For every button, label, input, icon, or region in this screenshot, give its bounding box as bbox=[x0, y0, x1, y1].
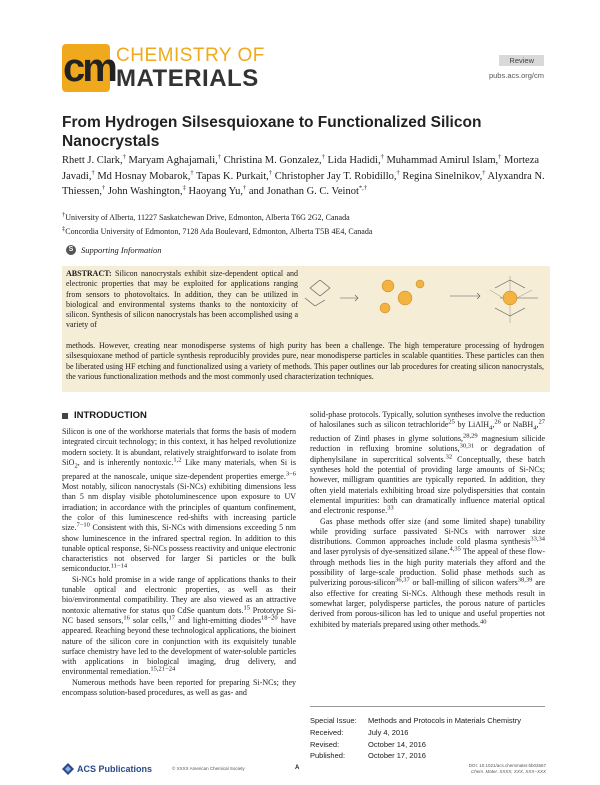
affiliation-1: †University of Alberta, 11227 Saskatchewan Drive, Edmonton, Alberta T6G 2G2, Canada bbox=[62, 211, 350, 222]
abstract-text-1: Silicon nanocrystals exhibit size-dependent optical and electronic properties that may be exploited for applications ranging from sensors to photovoltaics. In addition, they can be utilized in biological and environmental systems thanks to the nontoxicity of silicon. Synthesis of silicon nanocrystals has been accomplished using a variety of bbox=[66, 269, 299, 330]
abstract-part2: methods. However, creating near monodisperse systems of high purity has been a challenge. The high temperature processing of hydrogen silsesquioxane method of particle synthesis reproducibly provides pure, near monodisperse particles in scalable quantities. These particles can then be liberated using HF etching and functionalized using a variety of methods. This paper outlines our lab procedures for creating silicon nanocrystals, the various functionalization methods and the most commonly used characterization techniques. bbox=[66, 341, 544, 381]
paragraph: Silicon is one of the workhorse materials that forms the basis of modern integrated circuit technology; in this context, it has helped revolutionize modern society. It is abundant, relatively straightforward to isolate from SiO$_2$, and is inherently nontoxic.$^{1,2}$ Like many materials, when Si is prepared at the nanoscale, unique size-dependent properties emerge.$^{3-6}$ Most notably, silicon nanocrystals (Si-NCs) exhibiting dimensions less than 5 nm display visible photoluminescence upon exposure to UV irradiation; in accordance with the principles of quantum confinement, the color of this luminescence red-shifts with increasing particle size.$^{7-10}$ Consistent with this, Si-NCs with dimensions exceeding 5 nm show luminescence in the infrared spectral region. In addition to this tunable optical response, Si-NCs possess reactivity and unique electronic characteristics not observed for larger Si particles or the bulk semiconductor.$^{11-14}$ bbox=[62, 427, 296, 574]
copyright: © XXXX American Chemical Society bbox=[172, 766, 245, 771]
article-type-badge: Review bbox=[499, 55, 544, 66]
paragraph: Numerous methods have been reported for preparing Si-NCs; they encompass solution-based procedures, as well as gas- and bbox=[62, 677, 296, 698]
published-row: Published: October 17, 2016 bbox=[310, 751, 426, 761]
special-issue-row: Special Issue: Methods and Protocols in Materials Chemistry bbox=[310, 716, 521, 725]
acs-logo-icon bbox=[62, 763, 74, 775]
supporting-information-link[interactable] bbox=[66, 245, 162, 255]
article-history bbox=[310, 706, 545, 762]
supporting-info-icon: S bbox=[66, 245, 76, 255]
revised-row: Revised: October 14, 2016 bbox=[310, 739, 426, 749]
author-list: Rhett J. Clark,† Maryam Aghajamali,† Christina M. Gonzalez,† Lida Hadidi,† Muhammad Amirul Islam,† Morteza Javadi,† Md Hosnay Mobarok,† Tapas K. Purkait,† Christopher Jay T. Robidillo,† Regina Sinelnikov,† Alyxandra N. Thiessen,† John Washington,‡ Haoyang Yu,† and Jonathan G. C. Veinot*,† bbox=[62, 153, 545, 197]
article-title: From Hydrogen Silsesquioxane to Functionalized Silicon Nanocrystals bbox=[62, 114, 482, 150]
journal-logo[interactable] bbox=[62, 44, 302, 94]
doi-block bbox=[469, 763, 546, 775]
section-marker-icon bbox=[62, 413, 68, 419]
logo-line2: MATERIALS bbox=[116, 65, 259, 92]
journal-url[interactable]: pubs.acs.org/cm bbox=[488, 71, 544, 80]
paragraph: Gas phase methods offer size (and some limited shape) tunability while providing surface passivated Si-NCs with narrower size distributions. Common approaches include cold plasma synthesis$^{33,34}$ and laser pyrolysis of dye-sensitized silane.$^{4,35}$ The appeal of these flow-through methods lies in the high purity materials they afford and the possibility of large-scale production. Solid phase methods such as pulverizing porous-silicon$^{36,37}$ or ball-milling of silicon wafers$^{38,39}$ are also effective for creating Si-NCs. Although these methods result in somewhat larger, polydisperse particles, the porous nature of particles derived from porous-silicon has led to unique and useful properties not exhibited by materials prepared using other methods.$^{40}$ bbox=[310, 516, 545, 629]
abstract-label: ABSTRACT: bbox=[66, 269, 112, 278]
received-row: Received: July 4, 2016 bbox=[310, 727, 409, 737]
page-footer bbox=[62, 762, 546, 778]
logo-line1: CHEMISTRY OF bbox=[116, 45, 265, 66]
intro-column-right bbox=[310, 410, 545, 630]
affiliation-2: ‡Concordia University of Edmonton, 7128 Ada Boulevard, Edmonton, Alberta T5B 4E4, Canada bbox=[62, 225, 373, 236]
paragraph: solid-phase protocols. Typically, solution syntheses involve the reduction of halosilanes such as silicon tetrachloride$^{25}$ by LiAlH$_4$,$^{26}$ or NaBH$_4$,$^{27}$ reduction of Zintl phases in glyme solutions,$^{28,29}$ magnesium silicide reduction in refluxing bromine solutions,$^{30,31}$ or degradation of diphenylsilane in supercritical solvents.$^{32}$ Conceptually, these batch syntheses hold the potential of providing large amounts of Si-NCs; however, milligram quantities are typically reported. In addition, they often yield materials exhibiting broad size polydispersities that contain elemental impurities: both can dramatically influence material optical and electronic response.$^{33}$ bbox=[310, 410, 546, 516]
publisher-name[interactable]: ACS Publications bbox=[77, 764, 153, 774]
cm-logo-letters: cm bbox=[63, 46, 115, 90]
citation: Chem. Mater. XXXX, XXX, XXX−XXX bbox=[471, 769, 546, 774]
supporting-info-label: Supporting Information bbox=[81, 245, 162, 255]
abstract-part1 bbox=[66, 269, 298, 331]
intro-heading-text: INTRODUCTION bbox=[74, 410, 147, 421]
toc-graphic bbox=[300, 268, 546, 338]
paragraph: Si-NCs hold promise in a wide range of applications thanks to their tunable optical and electronic properties, as well as their bio/environmental compatibility. They are also viewed as an attractive nontoxic alternative for status quo CdSe quantum dots.$^{15}$ Prototype Si-NC based sensors,$^{16}$ solar cells,$^{17}$ and light-emitting diodes$^{18-20}$ have appeared. Reaching beyond these technological applications, the bioinert nature of the silicon core in conjunction with its exquisitely tunable surface chemistry have led to the development of water-soluble particles with applications in biological imaging, drug delivery, and environmental remediation.$^{15,21-24}$ bbox=[62, 574, 296, 677]
intro-column-left bbox=[62, 410, 296, 698]
intro-heading bbox=[62, 410, 296, 421]
page-number: A bbox=[295, 765, 300, 771]
doi[interactable]: DOI: 10.1021/acs.chemmater.6b02667 bbox=[468, 763, 546, 768]
